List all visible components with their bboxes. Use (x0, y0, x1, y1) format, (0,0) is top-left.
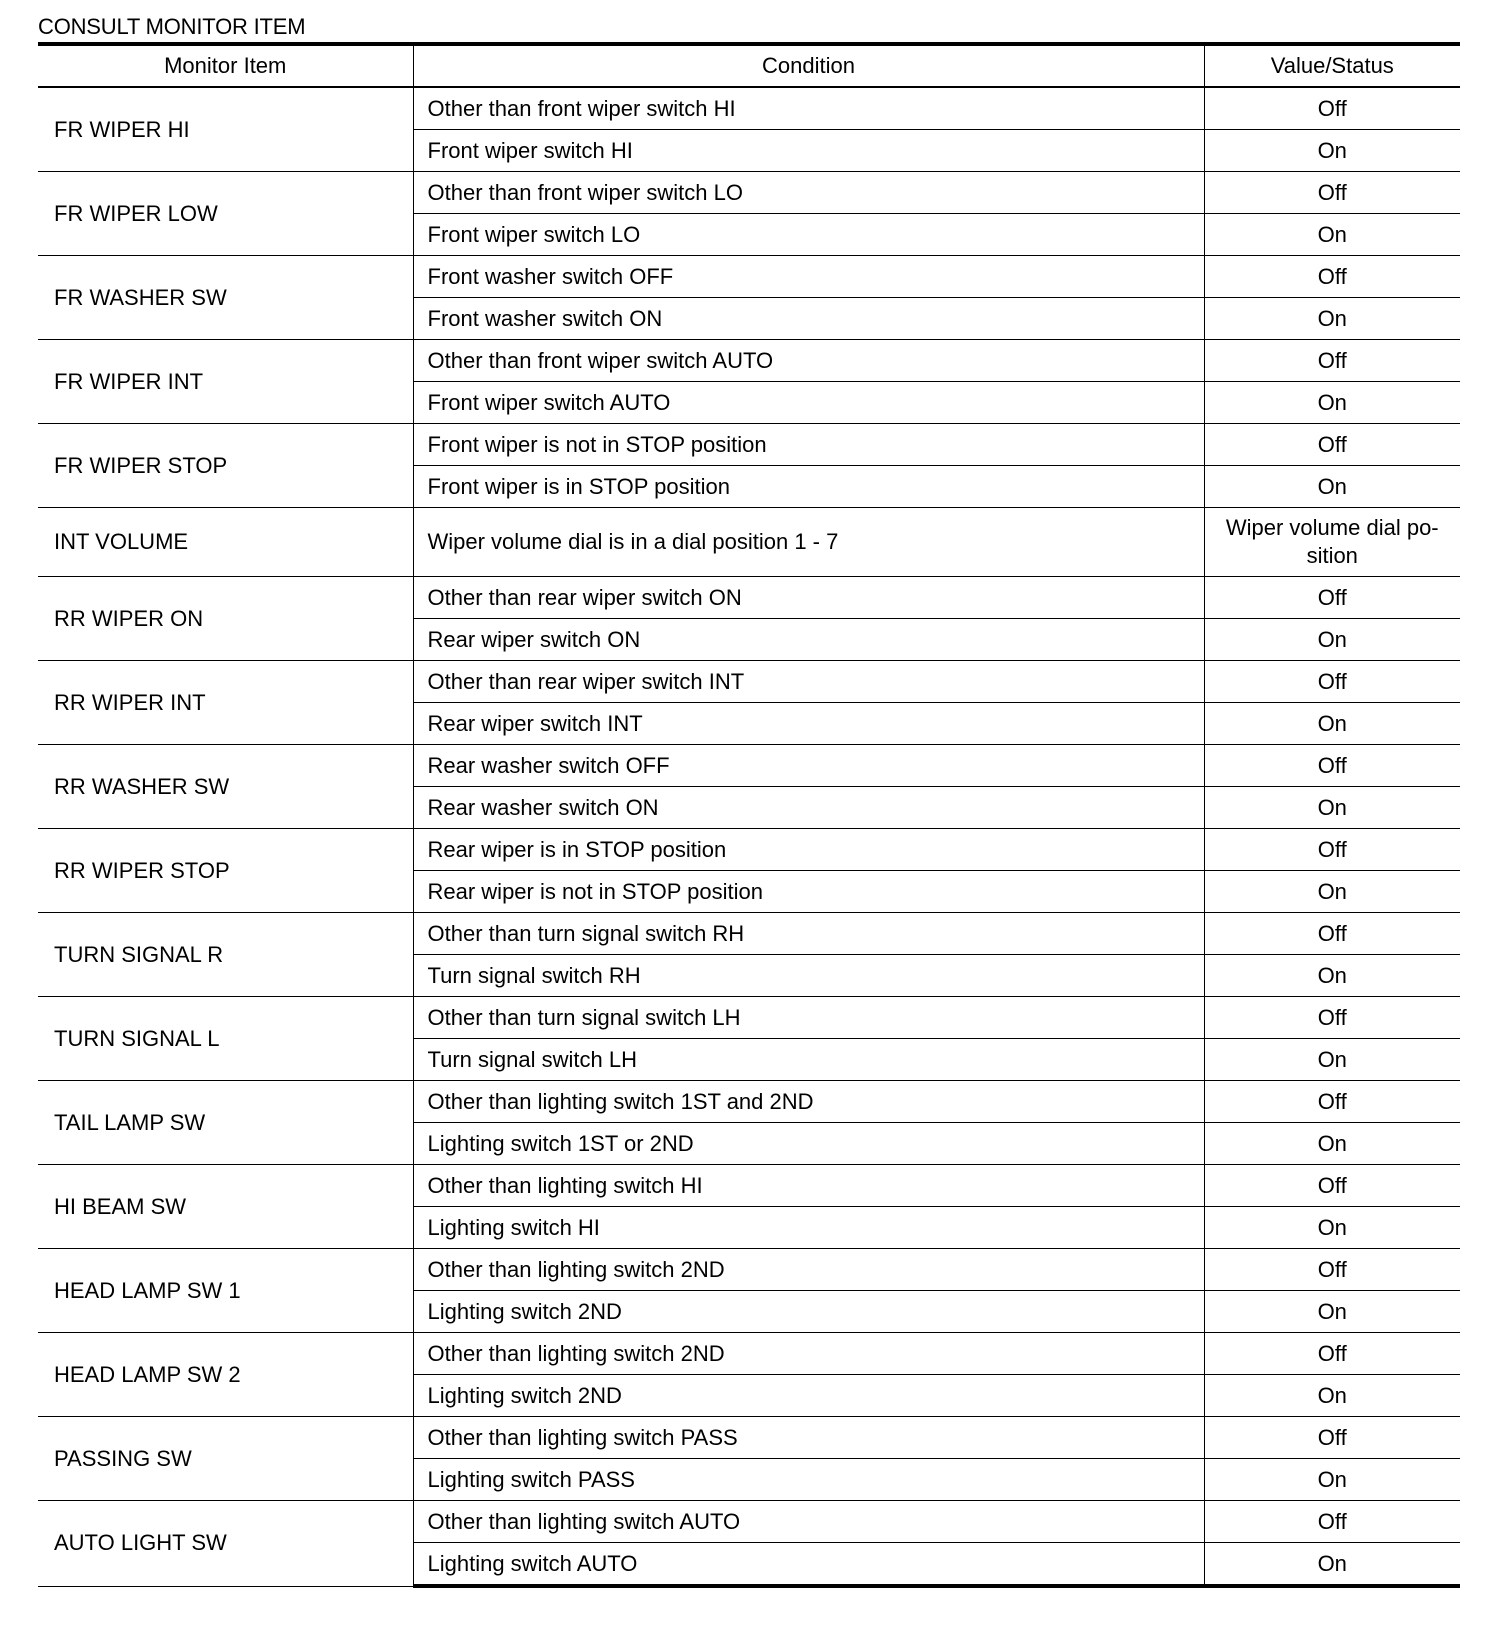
value-status-cell: Off (1204, 745, 1460, 787)
value-status-cell: On (1204, 955, 1460, 997)
table-row (38, 577, 1460, 619)
condition-cell: Turn signal switch LH (413, 1039, 1204, 1081)
monitor-item-cell: HI BEAM SW (38, 1165, 413, 1249)
value-status-cell: Off (1204, 340, 1460, 382)
table-row (38, 661, 1460, 703)
condition-cell: Other than lighting switch 2ND (413, 1333, 1204, 1375)
monitor-item-cell: RR WIPER STOP (38, 829, 413, 913)
condition-cell: Wiper volume dial is in a dial position 1 - 7 (413, 508, 1204, 577)
condition-cell: Lighting switch AUTO (413, 1543, 1204, 1587)
monitor-item-cell: TURN SIGNAL R (38, 913, 413, 997)
monitor-item-cell: FR WIPER STOP (38, 424, 413, 508)
value-status-cell: On (1204, 466, 1460, 508)
table-row (38, 340, 1460, 382)
condition-cell: Lighting switch HI (413, 1207, 1204, 1249)
condition-cell: Other than turn signal switch LH (413, 997, 1204, 1039)
value-status-cell: On (1204, 130, 1460, 172)
value-status-cell: On (1204, 382, 1460, 424)
value-status-cell: On (1204, 1123, 1460, 1165)
value-status-cell: On (1204, 1375, 1460, 1417)
monitor-item-cell: FR WIPER HI (38, 87, 413, 172)
condition-cell: Other than front wiper switch AUTO (413, 340, 1204, 382)
condition-cell: Lighting switch 1ST or 2ND (413, 1123, 1204, 1165)
monitor-item-cell: FR WIPER LOW (38, 172, 413, 256)
value-status-cell: Off (1204, 829, 1460, 871)
value-status-cell: On (1204, 1459, 1460, 1501)
table-row (38, 1417, 1460, 1459)
condition-cell: Front wiper is not in STOP position (413, 424, 1204, 466)
value-status-cell: On (1204, 703, 1460, 745)
condition-cell: Rear washer switch OFF (413, 745, 1204, 787)
monitor-item-cell: PASSING SW (38, 1417, 413, 1501)
table-row (38, 424, 1460, 466)
monitor-item-cell: TURN SIGNAL L (38, 997, 413, 1081)
monitor-item-cell: RR WASHER SW (38, 745, 413, 829)
condition-cell: Other than front wiper switch HI (413, 87, 1204, 130)
condition-cell: Rear wiper switch INT (413, 703, 1204, 745)
table-row (38, 1249, 1460, 1291)
condition-cell: Rear wiper is in STOP position (413, 829, 1204, 871)
value-status-cell: Off (1204, 577, 1460, 619)
monitor-item-cell: HEAD LAMP SW 2 (38, 1333, 413, 1417)
table-row (38, 1333, 1460, 1375)
value-status-cell: On (1204, 619, 1460, 661)
table-body (38, 87, 1460, 1586)
column-header-value-status: Value/Status (1204, 44, 1460, 87)
table-row (38, 1081, 1460, 1123)
value-status-cell: Wiper volume dial po- sition (1204, 508, 1460, 577)
condition-cell: Front wiper switch LO (413, 214, 1204, 256)
condition-cell: Front washer switch OFF (413, 256, 1204, 298)
column-header-monitor-item: Monitor Item (38, 44, 413, 87)
condition-cell: Rear wiper switch ON (413, 619, 1204, 661)
value-status-cell: Off (1204, 1333, 1460, 1375)
condition-cell: Front wiper switch HI (413, 130, 1204, 172)
condition-cell: Turn signal switch RH (413, 955, 1204, 997)
condition-cell: Rear wiper is not in STOP position (413, 871, 1204, 913)
value-status-cell: Off (1204, 87, 1460, 130)
condition-cell: Other than turn signal switch RH (413, 913, 1204, 955)
value-status-cell: Off (1204, 1249, 1460, 1291)
value-status-cell: On (1204, 871, 1460, 913)
table-row (38, 172, 1460, 214)
table-row (38, 997, 1460, 1039)
monitor-item-cell: FR WIPER INT (38, 340, 413, 424)
condition-cell: Other than lighting switch HI (413, 1165, 1204, 1207)
table-row (38, 508, 1460, 577)
value-status-cell: Off (1204, 997, 1460, 1039)
table-row (38, 1165, 1460, 1207)
monitor-item-cell: RR WIPER INT (38, 661, 413, 745)
value-status-cell: On (1204, 1207, 1460, 1249)
table-row (38, 256, 1460, 298)
monitor-item-cell: AUTO LIGHT SW (38, 1501, 413, 1587)
monitor-table (38, 42, 1460, 1588)
monitor-item-cell: RR WIPER ON (38, 577, 413, 661)
condition-cell: Lighting switch 2ND (413, 1375, 1204, 1417)
table-header-row (38, 44, 1460, 87)
table-row (38, 829, 1460, 871)
value-status-cell: Off (1204, 1165, 1460, 1207)
condition-cell: Other than lighting switch 1ST and 2ND (413, 1081, 1204, 1123)
monitor-item-cell: FR WASHER SW (38, 256, 413, 340)
column-header-condition: Condition (413, 44, 1204, 87)
value-status-cell: On (1204, 1291, 1460, 1333)
condition-cell: Other than front wiper switch LO (413, 172, 1204, 214)
table-row (38, 745, 1460, 787)
condition-cell: Front wiper switch AUTO (413, 382, 1204, 424)
condition-cell: Other than rear wiper switch ON (413, 577, 1204, 619)
condition-cell: Other than rear wiper switch INT (413, 661, 1204, 703)
value-status-cell: Off (1204, 1501, 1460, 1543)
condition-cell: Other than lighting switch PASS (413, 1417, 1204, 1459)
table-row (38, 87, 1460, 130)
table-row (38, 913, 1460, 955)
condition-cell: Front washer switch ON (413, 298, 1204, 340)
condition-cell: Lighting switch 2ND (413, 1291, 1204, 1333)
value-status-cell: On (1204, 1543, 1460, 1587)
condition-cell: Front wiper is in STOP position (413, 466, 1204, 508)
value-status-cell: On (1204, 787, 1460, 829)
value-status-cell: Off (1204, 1081, 1460, 1123)
monitor-item-cell: HEAD LAMP SW 1 (38, 1249, 413, 1333)
value-status-cell: Off (1204, 172, 1460, 214)
value-status-cell: Off (1204, 661, 1460, 703)
value-status-cell: Off (1204, 424, 1460, 466)
monitor-item-cell: INT VOLUME (38, 508, 413, 577)
page-title: CONSULT MONITOR ITEM (38, 14, 306, 39)
condition-cell: Lighting switch PASS (413, 1459, 1204, 1501)
value-status-cell: Off (1204, 913, 1460, 955)
condition-cell: Rear washer switch ON (413, 787, 1204, 829)
value-status-cell: On (1204, 298, 1460, 340)
table-row (38, 1501, 1460, 1543)
condition-cell: Other than lighting switch 2ND (413, 1249, 1204, 1291)
value-status-cell: On (1204, 1039, 1460, 1081)
monitor-item-cell: TAIL LAMP SW (38, 1081, 413, 1165)
value-status-cell: Off (1204, 256, 1460, 298)
value-status-cell: Off (1204, 1417, 1460, 1459)
value-status-cell: On (1204, 214, 1460, 256)
condition-cell: Other than lighting switch AUTO (413, 1501, 1204, 1543)
